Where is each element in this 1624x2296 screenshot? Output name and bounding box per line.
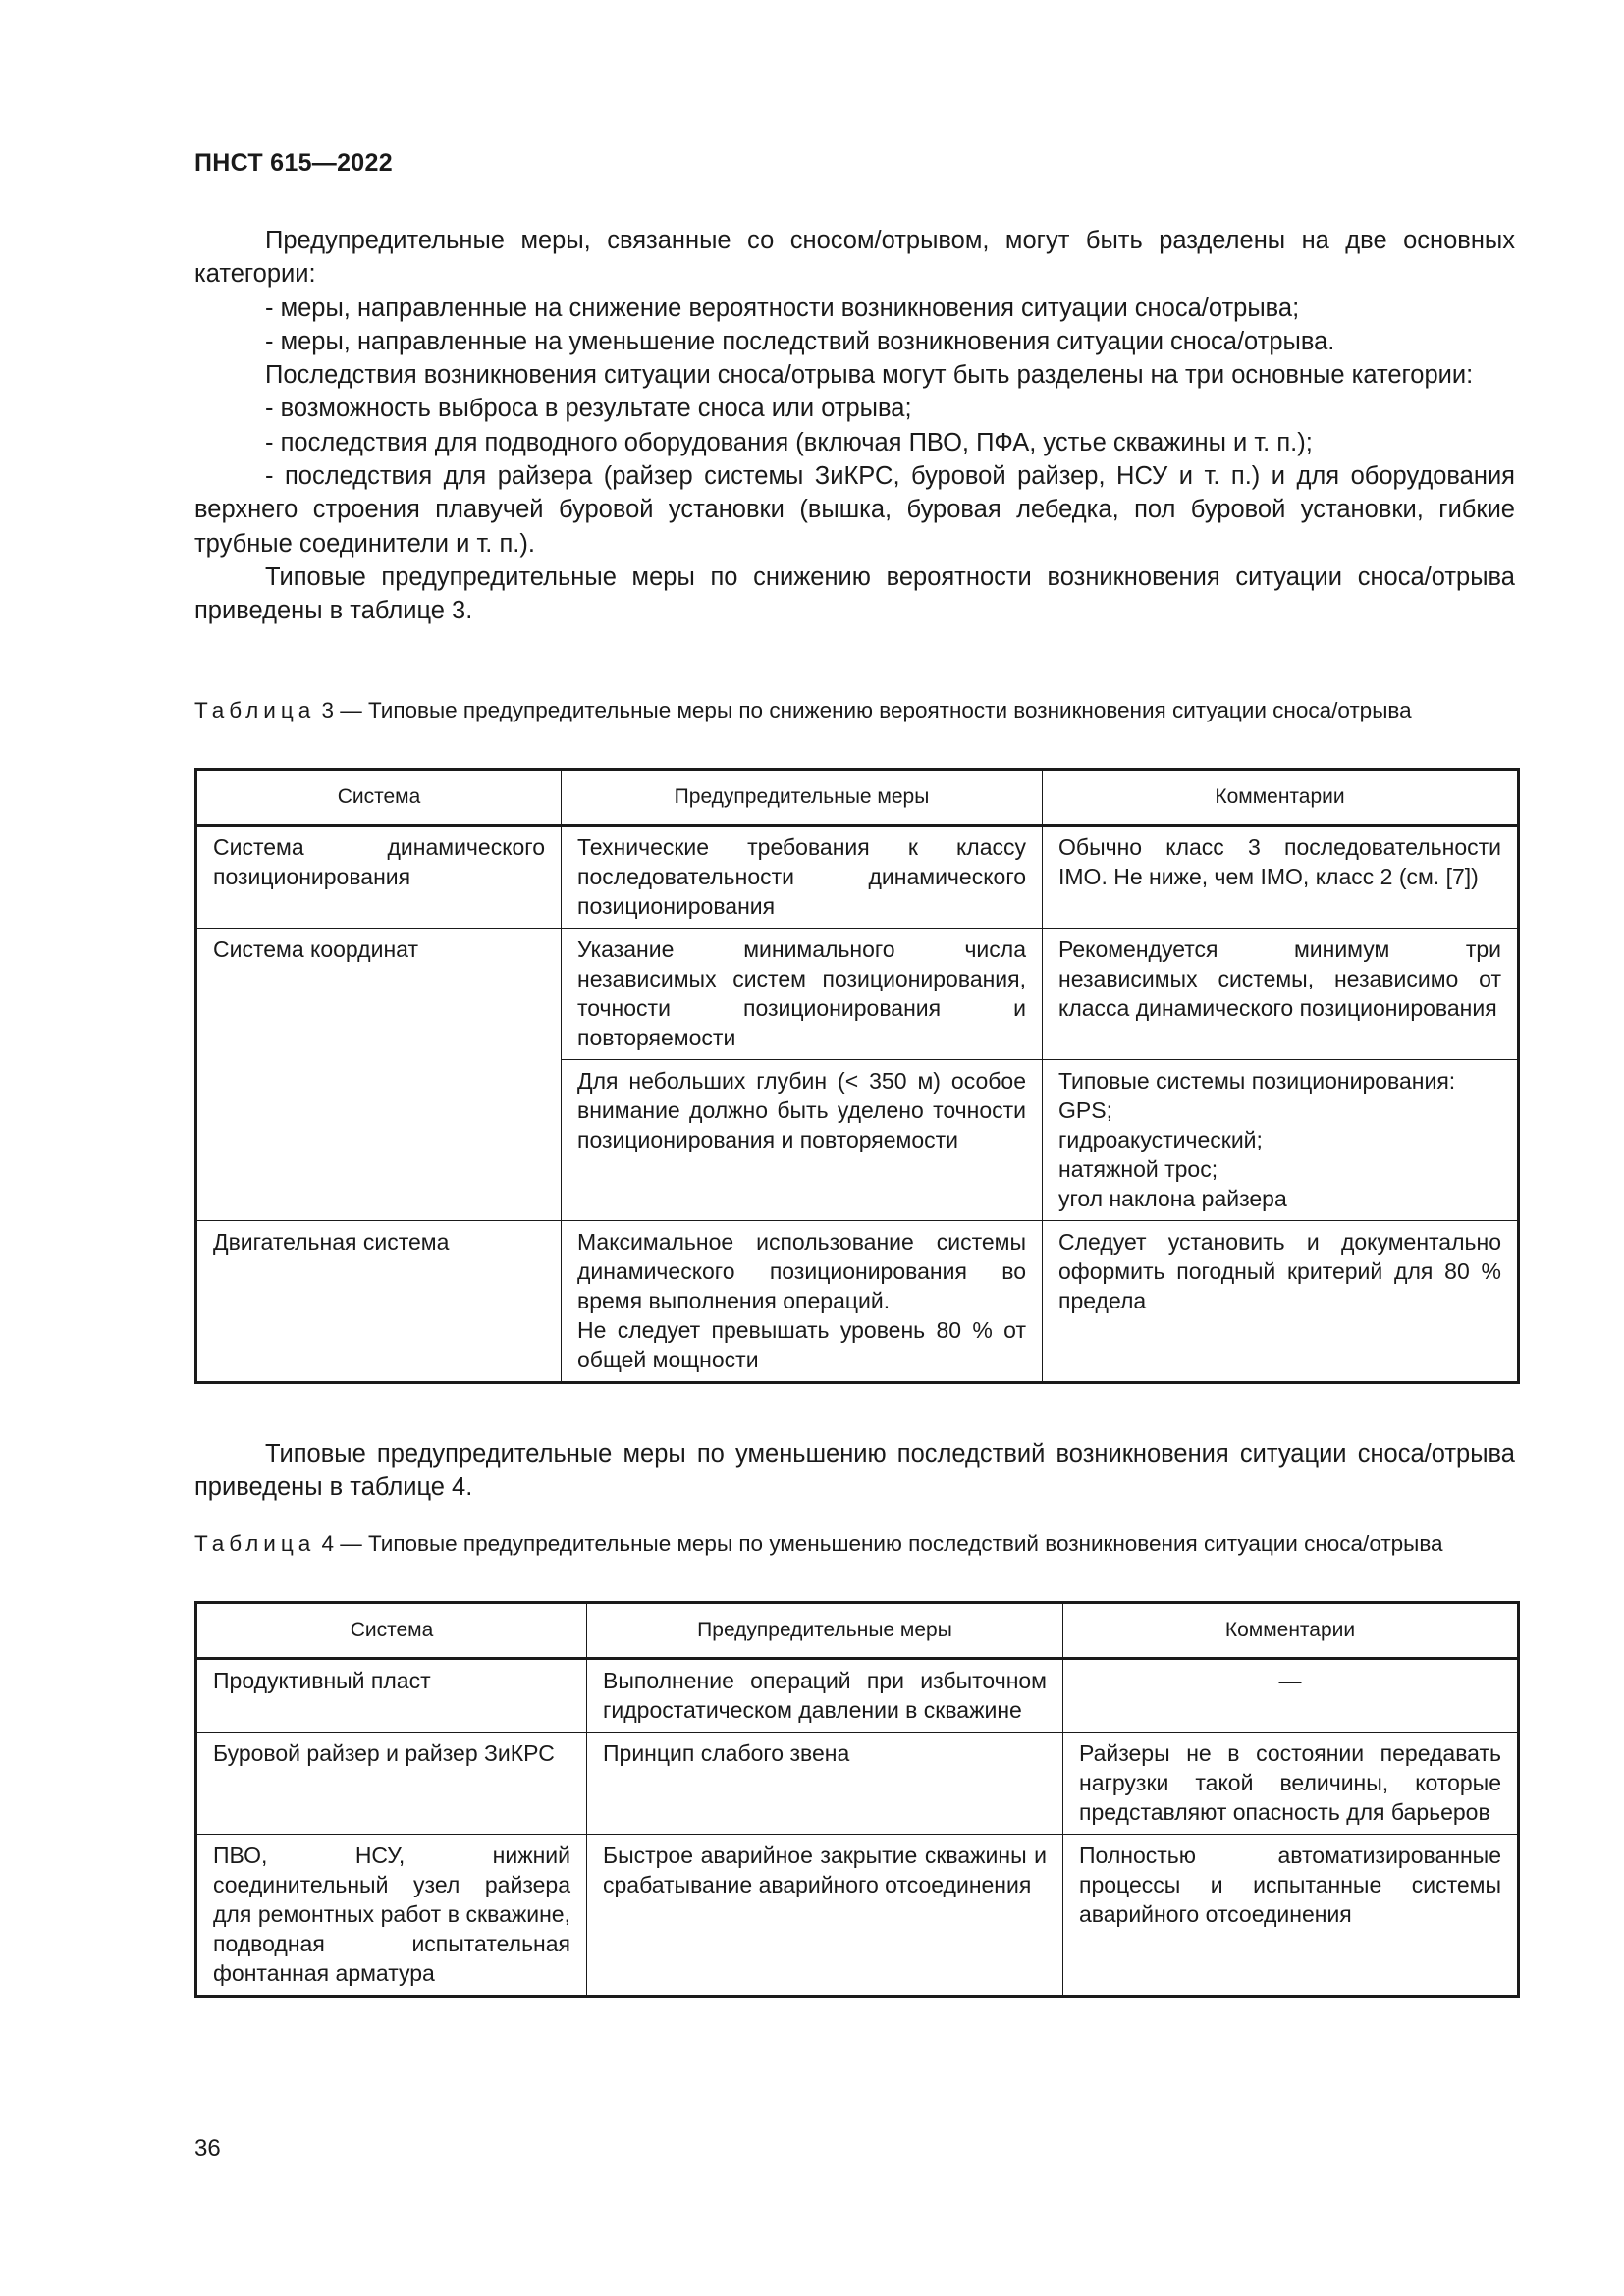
paragraph: Последствия возникновения ситуации сноса/отрыва могут быть разделены на три основные категории: <box>265 361 1474 390</box>
list-item: - возможность выброса в результате сноса или отрыва; <box>265 395 912 423</box>
column-header-measures: Предупредительные меры <box>587 1603 1063 1659</box>
document-id: ПНСТ 615—2022 <box>194 149 393 177</box>
body-text-block-1 <box>194 224 1515 628</box>
measure-line: Не следует превышать уровень 80 % от общей мощности <box>577 1317 1026 1372</box>
cell-system: Система координат <box>196 929 562 1221</box>
table-3 <box>194 768 1520 1384</box>
column-header-comments: Комментарии <box>1043 770 1519 826</box>
cell-measures: Принцип слабого звена <box>587 1733 1063 1835</box>
cell-measures: Быстрое аварийное закрытие скважины и срабатывание аварийного отсоединения <box>587 1835 1063 1997</box>
table-3-caption <box>194 695 1515 725</box>
cell-system: Двигательная система <box>196 1221 562 1383</box>
paragraph: Предупредительные меры, связанные со сносом/отрывом, могут быть разделены на две основных категории: <box>194 227 1515 289</box>
table-row <box>196 1835 1519 1997</box>
column-header-comments: Комментарии <box>1063 1603 1519 1659</box>
cell-measures: Выполнение операций при избыточном гидростатическом давлении в скважине <box>587 1659 1063 1733</box>
body-text-block-2 <box>194 1437 1515 1505</box>
table-row <box>196 929 1519 1060</box>
column-header-measures: Предупредительные меры <box>562 770 1043 826</box>
paragraph: Типовые предупредительные меры по уменьшению последствий возникновения ситуации сноса/отрыва приведены в таблице 4. <box>194 1440 1515 1502</box>
cell-system: Система динамического позиционирования <box>196 826 562 929</box>
paragraph: Типовые предупредительные меры по снижению вероятности возникновения ситуации сноса/отрыва приведены в таблице 3. <box>194 562 1515 625</box>
cell-comments: Райзеры не в состоянии передавать нагрузки такой величины, которые представляют опасность для барьеров <box>1063 1733 1519 1835</box>
cell-system: Буровой райзер и райзер ЗиКРС <box>196 1733 587 1835</box>
comment-line: угол наклона райзера <box>1058 1186 1287 1211</box>
page-number: 36 <box>194 2135 221 2162</box>
list-item: - меры, направленные на уменьшение последствий возникновения ситуации сноса/отрыва. <box>265 327 1335 355</box>
table-row <box>196 1659 1519 1733</box>
table-4-caption <box>194 1528 1515 1559</box>
column-header-system: Система <box>196 1603 587 1659</box>
table-row <box>196 1733 1519 1835</box>
comment-line: гидроакустический; <box>1058 1127 1263 1152</box>
cell-measures <box>562 1221 1043 1383</box>
cell-comments: Следует установить и документально оформить погодный критерий для 80 % предела <box>1043 1221 1519 1383</box>
table-title: 3 — Типовые предупредительные меры по снижению вероятности возникновения ситуации сноса/отрыва <box>315 698 1412 722</box>
cell-comments: Полностью автоматизированные процессы и испытанные системы аварийного отсоединения <box>1063 1835 1519 1997</box>
comment-line: GPS; <box>1058 1097 1112 1123</box>
comment-line: натяжной трос; <box>1058 1156 1218 1182</box>
table-label: Таблица <box>194 1531 316 1556</box>
cell-measures: Технические требования к классу последовательности динамического позиционирования <box>562 826 1043 929</box>
table-row <box>196 826 1519 929</box>
cell-measures: Указание минимального числа независимых систем позиционирования, точности позиционирования и повторяемости <box>562 929 1043 1060</box>
table-label: Таблица <box>194 698 316 722</box>
cell-comments <box>1043 1060 1519 1221</box>
list-item: - последствия для подводного оборудования (включая ПВО, ПФА, устье скважины и т. п.); <box>265 428 1313 456</box>
comment-line: Типовые системы позиционирования: <box>1058 1068 1456 1094</box>
cell-comments: Рекомендуется минимум три независимых системы, независимо от класса динамического позиционирования <box>1043 929 1519 1060</box>
measure-line: Максимальное использование системы динамического позиционирования во время выполнения операций. <box>577 1229 1026 1313</box>
list-item: - последствия для райзера (райзер системы ЗиКРС, буровой райзер, НСУ и т. п.) и для оборудования верхнего строения плавучей буровой установки (вышка, буровая лебедка, пол буровой установки, гибкие трубные соединители и т. п.). <box>194 462 1515 558</box>
list-item: - меры, направленные на снижение вероятности возникновения ситуации сноса/отрыва; <box>265 294 1300 322</box>
cell-system: ПВО, НСУ, нижний соединительный узел райзера для ремонтных работ в скважине, подводная испытательная фонтанная арматура <box>196 1835 587 1997</box>
table-title: 4 — Типовые предупредительные меры по уменьшению последствий возникновения ситуации сноса/отрыва <box>315 1531 1443 1556</box>
table-4 <box>194 1601 1520 1998</box>
cell-comments: — <box>1063 1659 1519 1733</box>
column-header-system: Система <box>196 770 562 826</box>
cell-comments: Обычно класс 3 последовательности IMO. Не ниже, чем IMO, класс 2 (см. [7]) <box>1043 826 1519 929</box>
table-row <box>196 1221 1519 1383</box>
cell-measures: Для небольших глубин (< 350 м) особое внимание должно быть уделено точности позиционирования и повторяемости <box>562 1060 1043 1221</box>
cell-system: Продуктивный пласт <box>196 1659 587 1733</box>
